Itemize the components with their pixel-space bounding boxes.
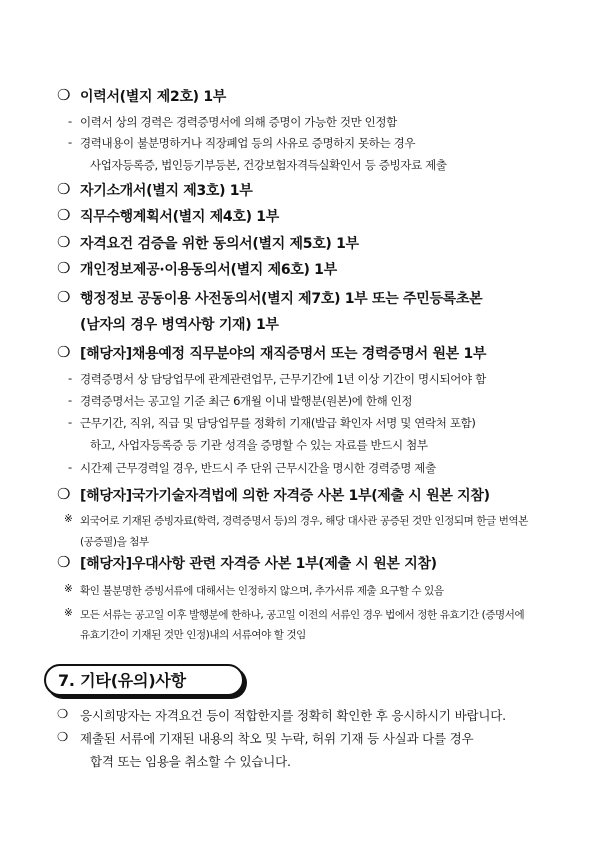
note-text: 근무기간, 직위, 직급 및 담당업무를 정확히 기재(발급 확인자 서명 및 연락처 포함) [80,416,476,430]
note-continuation-text: 유효기간이 기재된 것만 인정)내의 서류여야 할 것임 [80,629,306,641]
item-text: [해당자]우대사항 관련 자격증 사본 1부(제출 시 원본 지참) [80,556,437,572]
caution-text: 응시희망자는 자격요건 등이 적합한지를 정확히 확인한 후 응시하시기 바랍니다. [80,708,506,723]
note-text: 시간제 근무경력일 경우, 반드시 주 단위 근무시간을 명시한 경력증명 제출 [80,461,436,475]
circle-bullet-icon: ❍ [57,485,71,503]
item-text: [해당자]국가기술자격법에 의한 자격증 사본 1부(제출 시 원본 지참) [80,488,490,504]
reference-mark-icon: ※ [64,583,73,595]
circle-bullet-icon: ❍ [57,180,71,198]
note-text: 확인 불분명한 증빙서류에 대해서는 인정하지 않으며, 추가서류 제출 요구할 수 있음 [80,585,444,597]
item-continuation-text: (남자의 경우 병역사항 기재) 1부 [80,317,279,333]
reference-mark-icon: ※ [64,513,73,525]
item-text: 행정정보 공동이용 사전동의서(별지 제7호) 1부 또는 주민등록초본 [80,291,483,307]
note-text: 경력증명서는 공고일 기준 최근 6개월 이내 발행분(원본)에 한해 인정 [80,394,413,408]
dash-bullet: - [68,460,72,474]
dash-bullet: - [68,135,72,149]
reference-mark-icon: ※ [64,607,73,619]
note-text: 경력증명서 상 담당업무에 관계관련업무, 근무기간에 1년 이상 기간이 명시되어야 함 [80,372,486,386]
item-text: [해당자]채용예정 직무분야의 재직증명서 또는 경력증명서 원본 1부 [80,346,487,362]
circle-bullet-icon: ❍ [57,729,69,744]
dash-bullet: - [68,415,72,429]
dash-bullet: - [68,371,72,385]
circle-bullet-icon: ❍ [57,233,71,251]
dash-bullet: - [68,393,72,407]
caution-continuation-text: 합격 또는 임용을 취소할 수 있습니다. [90,754,291,769]
circle-bullet-icon: ❍ [57,259,71,277]
circle-bullet-icon: ❍ [57,343,71,361]
circle-bullet-icon: ❍ [57,553,71,571]
note-continuation-text: (공증필)을 첨부 [80,536,149,548]
circle-bullet-icon: ❍ [57,86,71,104]
item-text: 자격요건 검증을 위한 동의서(별지 제5호) 1부 [80,236,359,252]
item-text: 개인정보제공·이용동의서(별지 제6호) 1부 [80,262,337,278]
circle-bullet-icon: ❍ [57,288,71,306]
circle-bullet-icon: ❍ [57,206,71,224]
note-text: 경력내용이 불분명하거나 직장폐업 등의 사유로 증명하지 못하는 경우 [80,136,416,150]
item-text: 자기소개서(별지 제3호) 1부 [80,183,253,199]
note-continuation-text: 하고, 사업자등록증 등 기관 성격을 증명할 수 있는 자료를 반드시 첨부 [90,438,428,452]
note-continuation-text: 사업자등록증, 법인등기부등본, 건강보험자격득실확인서 등 증빙자료 제출 [90,158,447,172]
item-text: 이력서(별지 제2호) 1부 [80,89,227,105]
caution-text: 제출된 서류에 기재된 내용의 착오 및 누락, 허위 기재 등 사실과 다를 경우 [80,731,474,746]
item-text: 직무수행계획서(별지 제4호) 1부 [80,209,279,225]
circle-bullet-icon: ❍ [57,706,69,721]
note-text: 이력서 상의 경력은 경력증명서에 의해 증명이 가능한 것만 인정함 [80,115,397,129]
note-text: 모든 서류는 공고일 이후 발행분에 한하나, 공고일 이전의 서류인 경우 법에서 정한 유효기간 (증명서에 [80,609,525,621]
section-title: 7. 기타(유의)사항 [58,671,186,690]
note-text: 외국어로 기재된 증빙자료(학력, 경력증명서 등)의 경우, 해당 대사관 공증된 것만 인정되며 한글 번역본 [80,515,528,527]
dash-bullet: - [68,114,72,128]
